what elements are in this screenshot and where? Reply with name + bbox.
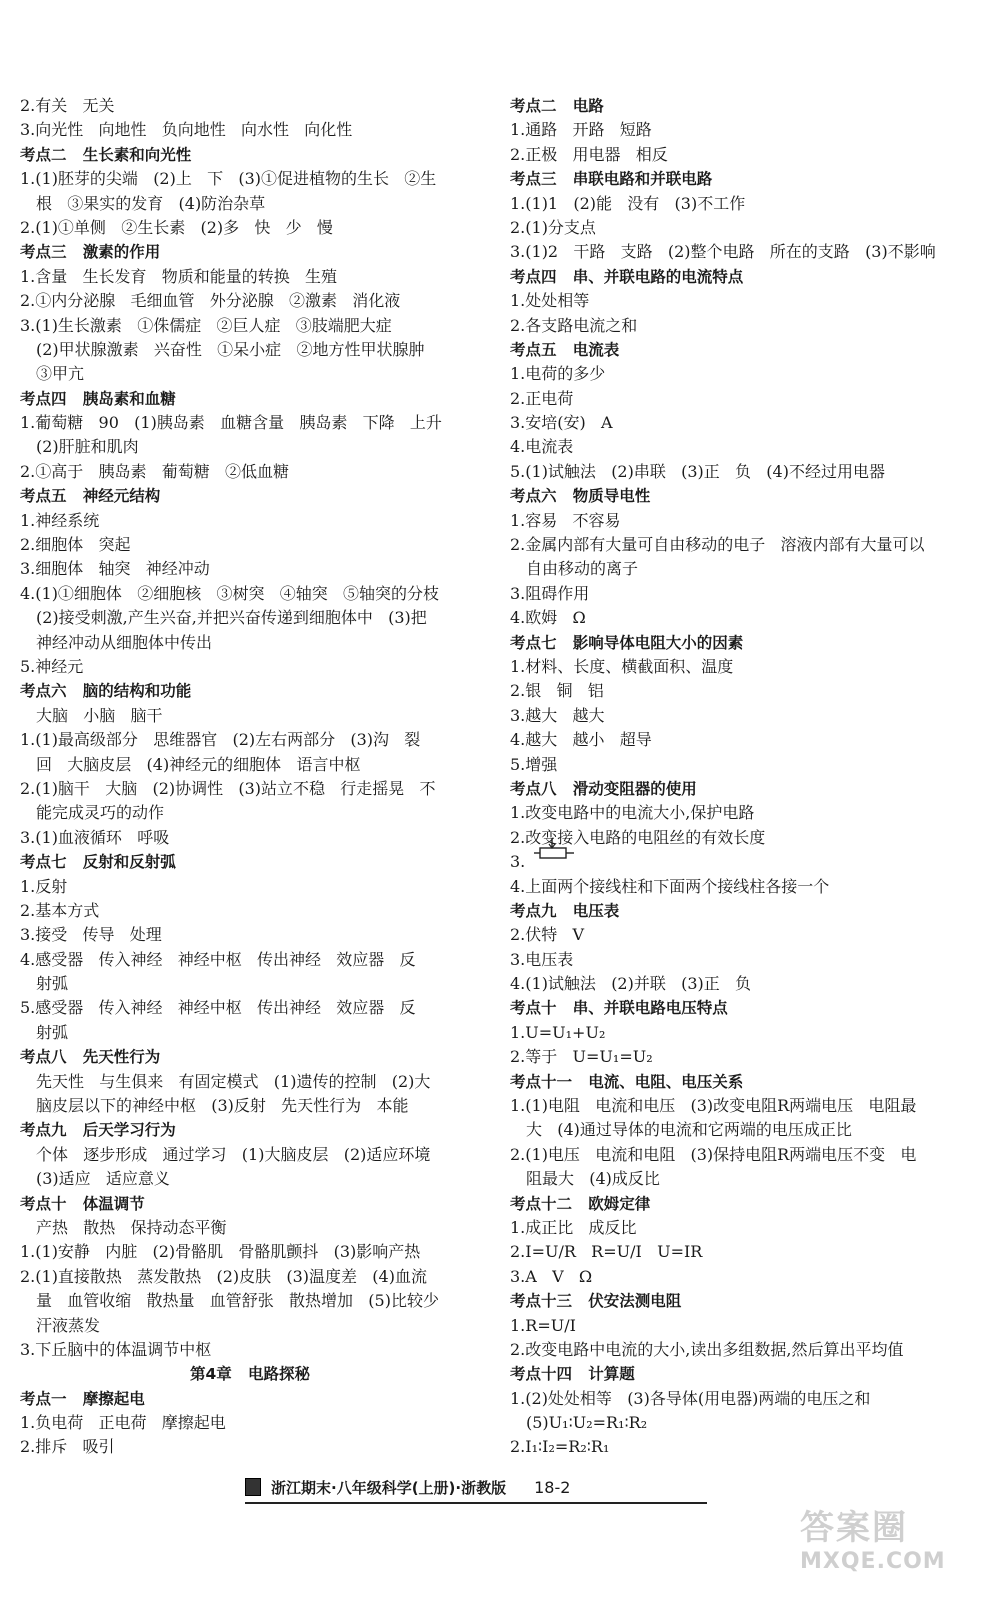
answer-line: 2.伏特 V	[510, 925, 585, 945]
answer-line: 2.基本方式	[20, 900, 100, 920]
answer-line: 1.(1)1 (2)能 没有 (3)不工作	[510, 193, 746, 213]
answer-line: 1.含量 生长发育 物质和能量的转换 生殖	[20, 266, 338, 286]
section-heading: 考点九 电压表	[510, 901, 620, 920]
section-heading: 考点八 先天性行为	[20, 1048, 161, 1067]
answer-line: 3.安培(安) A	[510, 413, 613, 433]
answer-line: 射弧	[36, 974, 69, 994]
answer-line: 能完成灵巧的动作	[36, 803, 165, 823]
answer-line: 4.欧姆 Ω	[510, 608, 586, 628]
answer-line: (5)U₁∶U₂=R₁∶R₂	[526, 1413, 648, 1433]
answer-line: 先天性 与生俱来 有固定模式 (1)遗传的控制 (2)大	[36, 1071, 431, 1091]
section-heading: 考点六 脑的结构和功能	[20, 682, 192, 701]
answer-line: 汗液蒸发	[36, 1315, 101, 1335]
section-heading: 考点二 电路	[510, 97, 604, 115]
answer-line: 2.改变接入电路的电阻丝的有效长度	[510, 827, 766, 847]
answer-line: 2.①高于 胰岛素 葡萄糖 ②低血糖	[20, 461, 290, 481]
answer-line: 4.上面两个接线柱和下面两个接线柱各接一个	[510, 876, 830, 896]
answer-line: 2.等于 U=U₁=U₂	[510, 1047, 653, 1067]
section-heading: 考点四 胰岛素和血糖	[20, 389, 176, 408]
answer-line: 1.改变电路中的电流大小,保护电路	[510, 803, 755, 823]
answer-line: 1.通路 开路 短路	[510, 120, 652, 140]
answer-line: 1.(2)处处相等 (3)各导体(用电器)两端的电压之和	[510, 1388, 871, 1408]
section-heading: 考点三 串联电路和并联电路	[510, 170, 713, 189]
section-heading: 考点七 影响导体电阻大小的因素	[510, 633, 744, 652]
answer-line: 1.葡萄糖 90 (1)胰岛素 血糖含量 胰岛素 下降 上升	[20, 413, 442, 433]
section-heading: 考点三 激素的作用	[20, 243, 161, 262]
answer-line: 3.向光性 向地性 负向地性 向水性 向化性	[20, 120, 353, 140]
answer-line: 1.电荷的多少	[510, 364, 606, 384]
section-heading: 考点一 摩擦起电	[20, 1389, 145, 1408]
answer-line: 2.(1)电压 电流和电阻 (3)保持电阻R两端电压不变 电	[510, 1144, 917, 1164]
answer-line: 个体 逐步形成 通过学习 (1)大脑皮层 (2)适应环境	[36, 1144, 431, 1164]
answer-line: 1.负电荷 正电荷 摩擦起电	[20, 1413, 226, 1433]
section-heading: 考点四 串、并联电路的电流特点	[510, 267, 744, 286]
answer-line: 自由移动的离子	[526, 559, 639, 579]
answer-line: (2)接受刺激,产生兴奋,并把兴奋传递到细胞体中 (3)把	[36, 608, 427, 628]
answer-line: ③甲亢	[36, 364, 85, 384]
answer-line: 回 大脑皮层 (4)神经元的细胞体 语言中枢	[36, 754, 361, 774]
answer-line: 1.容易 不容易	[510, 510, 621, 530]
section-heading: 考点十 串、并联电路电压特点	[510, 999, 728, 1018]
answer-line: 2.I₁∶I₂=R₂∶R₁	[510, 1437, 610, 1457]
answer-line: 5.神经元	[20, 656, 84, 676]
answer-line: 4.感受器 传入神经 神经中枢 传出神经 效应器 反	[20, 949, 416, 969]
answer-line: 1.神经系统	[20, 510, 100, 530]
page-footer	[245, 1472, 707, 1504]
answer-line: 1.U=U₁+U₂	[510, 1022, 606, 1042]
answer-line: 2.细胞体 突起	[20, 535, 131, 555]
answer-line: 4.(1)①细胞体 ②细胞核 ③树突 ④轴突 ⑤轴突的分枝	[20, 583, 439, 603]
answer-line: 2.(1)分支点	[510, 217, 596, 237]
answer-line: 量 血管收缩 散热量 血管舒张 散热增加 (5)比较少	[36, 1291, 439, 1311]
answer-line: 5.(1)试触法 (2)串联 (3)正 负 (4)不经过用电器	[510, 461, 885, 481]
answer-line: 1.材料、长度、横截面积、温度	[510, 656, 734, 676]
answer-line: 1.R=U/I	[510, 1315, 576, 1335]
answer-line: 2.正极 用电器 相反	[510, 144, 668, 164]
watermark	[800, 1500, 980, 1590]
answer-line: 根 ③果实的发育 (4)防治杂草	[36, 193, 266, 213]
answer-line: 2.(1)直接散热 蒸发散热 (2)皮肤 (3)温度差 (4)血流	[20, 1266, 427, 1286]
answer-line: 3.细胞体 轴突 神经冲动	[20, 559, 210, 579]
answer-line: 1.(1)最高级部分 思维器官 (2)左右两部分 (3)沟 裂	[20, 730, 421, 750]
answer-line: 射弧	[36, 1022, 69, 1042]
left-column	[20, 94, 480, 1460]
answer-line: 3.接受 传导 处理	[20, 925, 162, 945]
section-heading: 考点十三 伏安法测电阻	[510, 1292, 682, 1311]
answer-line: 2.金属内部有大量可自由移动的电子 溶液内部有大量可以	[510, 535, 925, 555]
section-heading: 考点九 后天学习行为	[20, 1121, 176, 1140]
section-heading: 考点五 神经元结构	[20, 487, 161, 506]
section-heading: 考点十四 计算题	[510, 1365, 635, 1384]
answer-line: 2.有关 无关	[20, 96, 115, 115]
answer-line: 4.电流表	[510, 437, 574, 457]
page-number: 18-2	[534, 1477, 571, 1497]
answer-line: 3.(1)生长激素 ①侏儒症 ②巨人症 ③肢端肥大症	[20, 315, 392, 335]
answer-line: 3.(1)血液循环 呼吸	[20, 827, 170, 847]
answer-line: 5.感受器 传入神经 神经中枢 传出神经 效应器 反	[20, 998, 416, 1018]
answer-line: 2.排斥 吸引	[20, 1437, 115, 1457]
answer-line: 5.增强	[510, 754, 558, 774]
answer-line: 大 (4)通过导体的电流和它两端的电压成正比	[526, 1120, 852, 1140]
section-heading: 考点六 物质导电性	[510, 487, 651, 506]
right-column	[510, 94, 972, 1460]
section-heading: 考点七 反射和反射弧	[20, 853, 176, 872]
section-heading: 考点二 生长素和向光性	[20, 145, 192, 164]
answer-line: 2.改变电路中电流的大小,读出多组数据,然后算出平均值	[510, 1339, 904, 1359]
answer-line: 1.(1)电阻 电流和电压 (3)改变电阻R两端电压 电阻最	[510, 1096, 917, 1116]
answer-line: 神经冲动从细胞体中传出	[36, 632, 213, 652]
section-heading: 考点十二 欧姆定律	[510, 1194, 651, 1213]
section-heading: 考点十一 电流、电阻、电压关系	[510, 1072, 744, 1091]
section-heading: 考点八 滑动变阻器的使用	[510, 779, 697, 798]
answer-line: 阻最大 (4)成反比	[526, 1169, 660, 1189]
book-icon	[245, 1478, 261, 1496]
watermark-bottom: MXQE.COM	[800, 1549, 946, 1574]
answer-line: 3.(1)2 干路 支路 (2)整个电路 所在的支路 (3)不影响	[510, 242, 936, 262]
answer-line: 产热 散热 保持动态平衡	[36, 1217, 227, 1237]
rheostat-diagram	[534, 836, 574, 864]
answer-line: 4.越大 越小 超导	[510, 730, 652, 750]
answer-line: (2)肝脏和肌肉	[36, 437, 139, 457]
answer-line: 2.正电荷	[510, 388, 574, 408]
answer-line: 2.(1)①单侧 ②生长素 (2)多 快 少 慢	[20, 217, 333, 237]
answer-line: (2)甲状腺激素 兴奋性 ①呆小症 ②地方性甲状腺肿	[36, 339, 425, 359]
footer-title: 浙江期末·八年级科学(上册)·浙教版	[271, 1478, 507, 1497]
answer-line: (3)适应 适应意义	[36, 1169, 170, 1189]
answer-line: 2.银 铜 铝	[510, 681, 604, 701]
answer-line: 4.(1)试触法 (2)并联 (3)正 负	[510, 974, 752, 994]
answer-line: 脑皮层以下的神经中枢 (3)反射 先天性行为 本能	[36, 1096, 409, 1116]
answer-line: 2.①内分泌腺 毛细血管 外分泌腺 ②激素 消化液	[20, 291, 401, 311]
section-heading: 考点十 体温调节	[20, 1194, 145, 1213]
answer-line: 1.处处相等	[510, 291, 590, 311]
answer-line: 3.下丘脑中的体温调节中枢	[20, 1339, 212, 1359]
answer-line: 3.越大 越大	[510, 705, 605, 725]
section-heading: 考点五 电流表	[510, 340, 620, 359]
answer-line: 2.(1)脑干 大脑 (2)协调性 (3)站立不稳 行走摇晃 不	[20, 778, 436, 798]
answer-line: 3.	[510, 852, 526, 872]
answer-line: 1.反射	[20, 876, 68, 896]
answer-line: 2.I=U/R R=U/I U=IR	[510, 1242, 703, 1262]
answer-line: 3.A V Ω	[510, 1266, 593, 1286]
answer-line: 3.阻碍作用	[510, 583, 590, 603]
answer-line: 1.(1)胚芽的尖端 (2)上 下 (3)①促进植物的生长 ②生	[20, 169, 437, 189]
answer-line: 3.电压表	[510, 949, 574, 969]
watermark-top: 答案圈	[800, 1508, 908, 1548]
section-heading: 第4章 电路探秘	[190, 1365, 310, 1384]
answer-line: 2.各支路电流之和	[510, 315, 638, 335]
answer-line: 1.(1)安静 内脏 (2)骨骼肌 骨骼肌颤抖 (3)影响产热	[20, 1242, 421, 1262]
answer-line: 大脑 小脑 脑干	[36, 705, 163, 725]
answer-line: 1.成正比 成反比	[510, 1217, 637, 1237]
